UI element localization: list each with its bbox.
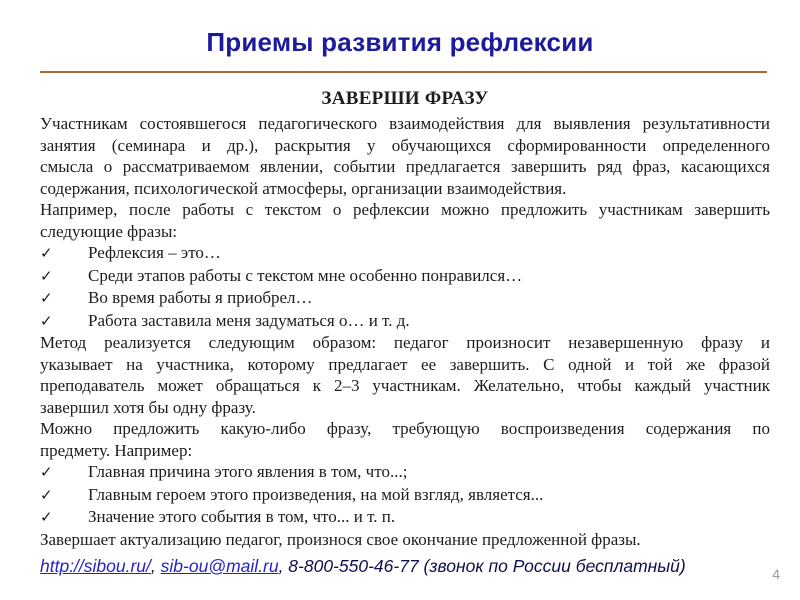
paragraph bbox=[40, 418, 770, 461]
content-block bbox=[40, 87, 770, 550]
bullet-item bbox=[40, 242, 770, 265]
bullet-text: Во время работы я приобрел… bbox=[88, 288, 313, 307]
content-heading: ЗАВЕРШИ ФРАЗУ bbox=[321, 88, 489, 109]
bullet-item bbox=[40, 287, 770, 310]
bullet-text: Главная причина этого явления в том, что...; bbox=[88, 462, 408, 481]
check-icon: ✓ bbox=[40, 311, 53, 330]
bullet-text: Значение этого события в том, что... и т. п. bbox=[88, 507, 396, 526]
paragraph bbox=[40, 529, 770, 551]
text-line: Участникам состоявшегося педагогического взаимодействия для выявления результативности bbox=[40, 114, 770, 133]
paragraph bbox=[40, 332, 770, 418]
text-line: завершил хотя бы одну фразу. bbox=[40, 397, 256, 417]
text-line: смысла о рассматриваемом явлении, событии предлагается завершить ряд фраз, касающихся bbox=[40, 157, 770, 176]
page-number: 4 bbox=[772, 566, 780, 582]
website-link[interactable]: http://sibou.ru/ bbox=[40, 556, 151, 576]
bullet-item bbox=[40, 310, 770, 333]
paragraph bbox=[40, 199, 770, 242]
bullet-item bbox=[40, 461, 770, 484]
bullet-text: Работа заставила меня задуматься о… и т. д. bbox=[88, 310, 410, 330]
bullet-item bbox=[40, 506, 770, 529]
slide-title: Приемы развития рефлексии bbox=[206, 27, 594, 57]
title-divider bbox=[40, 71, 767, 73]
bullet-item bbox=[40, 265, 770, 288]
bullet-list bbox=[40, 461, 770, 529]
footer-phone-text: , 8-800-550-46-77 (звонок по России бесплатный) bbox=[278, 556, 686, 576]
bullet-text: Среди этапов работы с текстом мне особенно понравился… bbox=[88, 265, 523, 285]
text-line: предмету. Например: bbox=[40, 440, 193, 460]
check-icon: ✓ bbox=[40, 485, 53, 504]
check-icon: ✓ bbox=[40, 508, 53, 526]
footer-separator: , bbox=[150, 556, 161, 576]
text-line: указывает на участника, которому предлагает ее завершить. С одной и той же фразой bbox=[40, 354, 770, 374]
text-line: содержания, психологической атмосферы, организации взаимодействия. bbox=[40, 178, 567, 198]
text-line: Можно предложить какую-либо фразу, требующую воспроизведения содержания по bbox=[40, 419, 770, 438]
paragraph bbox=[40, 113, 770, 199]
check-icon: ✓ bbox=[40, 289, 53, 307]
email-link[interactable]: sib-ou@mail.ru bbox=[160, 556, 279, 576]
check-icon: ✓ bbox=[40, 463, 53, 481]
bullet-item bbox=[40, 484, 770, 507]
footer bbox=[40, 556, 760, 577]
bullet-text: Главным героем этого произведения, на мой взгляд, является... bbox=[88, 484, 544, 504]
check-icon: ✓ bbox=[40, 266, 53, 285]
text-line: Метод реализуется следующим образом: педагог произносит незавершенную фразу и bbox=[40, 333, 770, 352]
check-icon: ✓ bbox=[40, 244, 53, 262]
text-line: Завершает актуализацию педагог, произнося свое окончание предложенной фразы. bbox=[40, 529, 641, 549]
text-line: занятия (семинара и др.), раскрытия у обучающихся сформированности определенного bbox=[40, 135, 770, 155]
text-line: преподаватель может обращаться к 2–3 участникам. Желательно, чтобы каждый участник bbox=[40, 376, 770, 395]
text-line: следующие фразы: bbox=[40, 221, 178, 241]
bullet-text: Рефлексия – это… bbox=[88, 243, 221, 262]
bullet-list bbox=[40, 242, 770, 332]
text-line: Например, после работы с текстом о рефлексии можно предложить участникам завершить bbox=[40, 200, 770, 219]
